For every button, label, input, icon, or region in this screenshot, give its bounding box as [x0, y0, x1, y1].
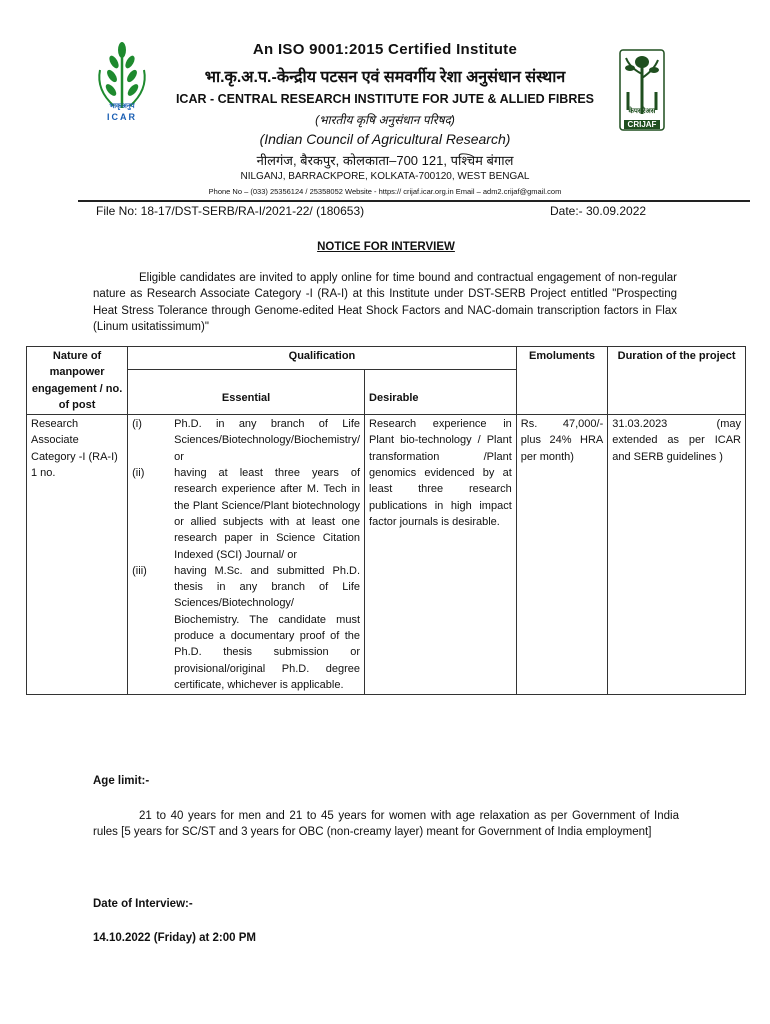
cell-desirable: Research experience in Plant bio-technology / Plant transformation /Plant genomics evidenced by at least three research publications in high impact factor journals is desirable.	[365, 415, 517, 695]
institute-name-hindi: भा.कृ.अ.प.-केन्द्रीय पटसन एवं समवर्गीय रेशा अनुसंधान संस्थान	[204, 69, 566, 86]
iso-certification: An ISO 9001:2015 Certified Institute	[252, 41, 518, 58]
essential-item-number: (ii)	[132, 467, 145, 480]
crijaf-logo-hindi: केपसरेअस	[628, 108, 656, 115]
cell-nature: Research Associate Category -I (RA-I) 1 no.	[27, 415, 128, 695]
table-header-row	[27, 347, 746, 370]
essential-item	[132, 563, 360, 693]
address-english: NILGANJ, BARRACKPORE, KOLKATA-700120, WEST BENGAL	[240, 171, 530, 182]
cell-duration: 31.03.2023 (may extended as per ICAR and SERB guidelines )	[608, 415, 746, 695]
essential-item-number: (i)	[132, 418, 142, 431]
table-row	[27, 415, 746, 695]
header-essential: Essential	[128, 369, 365, 414]
icar-logo-hindi: भाकृअनुप	[109, 103, 135, 110]
address-hindi: नीलगंज, बैरकपुर, कोलकाता–700 121, पश्चिम बंगाल	[256, 153, 514, 168]
council-name-hindi: (भारतीय कृषि अनुसंधान परिषद)	[315, 113, 455, 127]
contact-line: Phone No – (033) 25356124 / 25358052 Website - https:// crijaf.icar.org.in Email – adm2.crijaf@gmail.com	[208, 187, 562, 196]
essential-item-text: having at least three years of research experience after M. Tech in the Plant Science/Plant biotechnology or allied subjects with at least one research paper in Science Citation Indexed (SCI) Journal/ or	[174, 467, 361, 561]
essential-item-number: (iii)	[132, 564, 147, 577]
cell-emoluments: Rs. 47,000/- plus 24% HRA per month)	[516, 415, 607, 695]
notice-date: Date:- 30.09.2022	[550, 204, 647, 218]
header-duration: Duration of the project	[608, 347, 746, 415]
essential-item	[132, 465, 360, 563]
age-limit-text: 21 to 40 years for men and 21 to 45 years for women with age relaxation as per Government of India rules [5 years for SC/ST and 3 years for OBC (non-creamy layer) meant for Government of India employment]	[93, 810, 679, 839]
icar-logo-text: ICAR	[107, 112, 137, 122]
interview-date-value: 14.10.2022 (Friday) at 2:00 PM	[93, 932, 256, 944]
institute-name-english: ICAR - CENTRAL RESEARCH INSTITUTE FOR JUTE & ALLIED FIBRES	[175, 92, 595, 106]
header-nature: Nature of manpower engagement / no. of post	[27, 347, 128, 415]
age-limit-label: Age limit:-	[93, 775, 150, 787]
qualification-table	[26, 346, 746, 695]
header-emoluments: Emoluments	[516, 347, 607, 415]
council-name: (Indian Council of Agricultural Research)	[259, 131, 511, 147]
crijaf-logo	[614, 44, 670, 136]
file-number: File No: 18-17/DST-SERB/RA-I/2021-22/ (180653)	[96, 204, 365, 218]
wheat-icon	[92, 40, 152, 110]
icar-logo	[92, 40, 152, 128]
cell-essential	[128, 415, 365, 695]
essential-item-text: having M.Sc. and submitted Ph.D. thesis in any branch of Life Sciences/Biotechnology/ Biochemistry. The candidate must produce a documentary proof of the Ph.D. thesis submission or provisional/original Ph.D. degree certificate, whichever is applicable.	[174, 564, 361, 691]
header-qualification: Qualification	[128, 347, 517, 370]
header-desirable: Desirable	[365, 369, 517, 414]
notice-title: NOTICE FOR INTERVIEW	[317, 241, 455, 253]
crijaf-logo-text: CRIJAF	[627, 120, 657, 129]
header-divider	[78, 200, 750, 202]
intro-paragraph: Eligible candidates are invited to apply online for time bound and contractual engagement of non-regular nature as Research Associate Category -I (RA-I) at this Institute under DST-SERB Project entitled "Prospecting Heat Stress Tolerance through Genome-edited Heat Shock Factors and NAC-domain transcription factors in Flax (Linum usitatissimum)"	[93, 272, 677, 333]
essential-item-text: Ph.D. in any branch of Life Sciences/Biotechnology/Biochemistry/ or	[174, 418, 361, 463]
interview-date-label: Date of Interview:-	[93, 898, 193, 910]
essential-item	[132, 416, 360, 465]
